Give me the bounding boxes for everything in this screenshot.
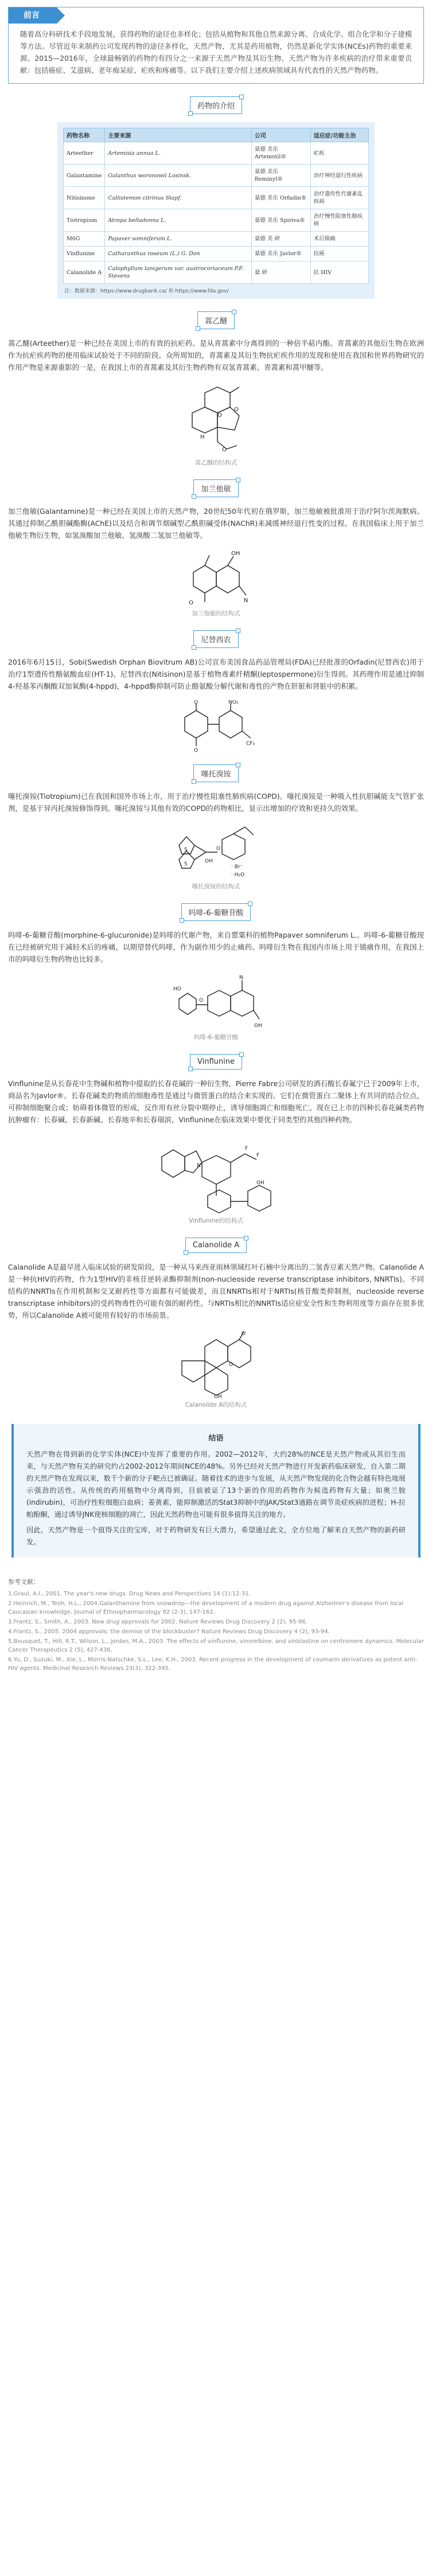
reference-item: 5.Bousquet, T., Hill, R.T., Wilson, L., Jordan, M.A., 2003. The effects of vinflunine, vinorelbine, and vinblastine on centromere dynamics. Molecular Cancer Therapeutics 2 (5), 427-436.: [8, 1638, 424, 1653]
reference-item: 6.Yu, D., Suzuki, M., Xie, L., Morris-Natschke, S.L., Lee, K.H., 2003. Recent progress in the development of coumarin derivatives as potent anti-HIV agents. Medicinal Research Reviews 23(3), 322-345.: [8, 1657, 418, 1672]
svg-text:S: S: [184, 847, 188, 853]
table-cell: 燊德 美乐 Orfadin®: [251, 187, 310, 209]
references: [8, 1577, 424, 1673]
table-cell: 燊德 美乐 Spiriva®: [251, 209, 310, 232]
section-title-nitisinone: 尼替西农: [193, 630, 238, 648]
section-title-vinflunine: Vinflunine: [190, 1054, 242, 1070]
svg-text:OH: OH: [213, 1394, 222, 1398]
svg-text:OH: OH: [231, 551, 240, 557]
svg-text:· H₂O: · H₂O: [231, 872, 244, 878]
tiotropium-structure-image: [170, 822, 262, 880]
galantamine-structure-image: [182, 549, 251, 607]
svg-text:O: O: [233, 407, 239, 413]
drug-table-panel: [57, 122, 375, 299]
caption-galantamine: 加兰他敏的结构式: [192, 610, 240, 617]
svg-text:NO₂: NO₂: [228, 700, 238, 705]
svg-text:O: O: [221, 447, 227, 453]
table-header-row: [64, 128, 369, 142]
conclusion-box: [11, 1424, 421, 1558]
table-cell: Vinflunine: [64, 247, 105, 261]
caption-artemether: 蒿乙醚的结构式: [194, 459, 238, 466]
table-cell: 治疗慢性阻塞性肺疾病: [310, 209, 368, 232]
artemether-structure-image: [182, 381, 251, 456]
calanolide-structure-image: [176, 1329, 256, 1398]
svg-text:N: N: [239, 975, 243, 981]
svg-text:O: O: [199, 998, 203, 1004]
table-header: 公司: [251, 128, 310, 142]
section-title-drug-list: 药物的介绍: [190, 96, 242, 114]
table-cell: Artemisia annua L.: [105, 142, 252, 165]
m6g-structure-image: [170, 973, 262, 1031]
table-cell: Papaver somniferum L.: [105, 232, 252, 247]
table-cell: Atropa belladonna L.: [105, 209, 252, 232]
paragraph-galantamine: 加兰他敏(Galantamine)是一种已经在美国上市的天然产物，20世纪50年代初在俄罗斯，加兰他敏被批准用于治疗阿尔茨海默病。其通过抑制乙酰胆碱酯酶(AChE)以及结合和调节烟碱型乙酰胆碱受体(NAChR)来减缓神经退行性变的过程。在我国临床上用于加兰他敏生物衍生物，如氢溴酸加兰他敏、氢溴酸二氢加兰他敏等。: [8, 507, 424, 540]
table-row: [64, 187, 369, 209]
conclusion-paragraph-1: 天然产物在得到新的化学实体(NCE)中发挥了重要的作用。2002—2012年，大约28%的NCE是天然产物或从其衍生而来，与天然产物有关的研究约占2002-2012年期间NCE的48%。另外已经对天然产物进行开发新药临床研发，自入第二期的天然产物在发现以来，数千个新的分子靶点已被确证。随着技术的进步与发展，从天然产物发现的化合物会越有特色地展示强劲的活性。从传统的药用植物中分离得到，目前被证了13个新的作用的药物作为候选药物有大量；如奥兰胺(indirubin)，可治疗性粒细胞白血病；姜黄素，能抑制激活的Stat3抑制中的JAK/Stat3通路在调节炎症疾病的进程；H-拉帕酚酮，通过诱导JNK使核细胞的凋亡，因此天然药物也可能有很多值得关注的地方。: [26, 1450, 406, 1519]
svg-text:O: O: [228, 1362, 233, 1368]
vinflunine-structure-image: [153, 1134, 279, 1214]
table-cell: M6G: [64, 232, 105, 247]
table-cell: Catharanthus roseum (L.) G. Don: [105, 247, 252, 261]
table-cell: 燊德 美乐 Reminyl®: [251, 165, 310, 187]
svg-text:CF₃: CF₃: [246, 741, 255, 747]
table-row: [64, 209, 369, 232]
section-title-calanolide: Calanolide A: [185, 1238, 247, 1253]
caption-vinflunine: Vinflunine的结构式: [189, 1217, 243, 1224]
svg-text:OH: OH: [256, 1180, 264, 1186]
svg-text:H: H: [200, 434, 205, 440]
table-cell: Galantamine: [64, 165, 105, 187]
svg-text:OH: OH: [204, 858, 213, 864]
table-cell: Galanthus woronowii Losinsk.: [105, 165, 252, 187]
reference-item: 2.Heinrich, M., Teoh, H.L., 2004.Galanthamine from snowdrop—the development of a modern drug against Alzheimer's disease from local Caucasian knowledge. Journal of Ethnopharmacology 92 (2-3), 147-162.: [8, 1601, 404, 1615]
section-title-galantamine: 加兰他敏: [193, 479, 238, 497]
svg-text:· Br⁻: · Br⁻: [231, 864, 243, 870]
caption-tiotropium: 噻托溴铵的结构式: [192, 883, 240, 890]
conclusion-title: 结语: [208, 1434, 224, 1443]
svg-text:O: O: [193, 748, 198, 752]
section-title-artemether: 蒿乙醚: [197, 311, 235, 329]
svg-text:O: O: [188, 600, 193, 606]
paragraph-vinflunine: Vinflunine是从长春花中生物碱和植物中提取的长春花碱的一种衍生物，Pierre Fabre公司研发的酒石酸长春氟宁已于2009年上市，商品名为Javlor®。长春花碱类的物质的细胞毒性是通过与微管蛋白的结合来实现的。它们在微管蛋白二聚体上有共同的结合位点，可抑制细胞聚合或；妨碍着体微管的形成，反作用有丝分裂中期停止，诱导细胞凋亡和细胞死亡。现在已上市的四种长春花碱类药物抗肿瘤有：长春碱、长春新碱、长春地辛和长春瑞滨，Vinflunine在临床效果中要优于同类型的其他四种药物。: [8, 1079, 424, 1124]
conclusion-paragraph-2: 因此，天然产物是一个值得关注的宝库，对于药物研发有巨大潜力，希望通过此文，全方位地了解来自天然产物的新药研发。: [26, 1526, 406, 1546]
svg-text:N: N: [196, 1163, 201, 1169]
table-cell: 燊 研: [251, 261, 310, 284]
table-header: 主要来源: [105, 128, 252, 142]
intro-text: 随着高分科研技术手段地发展，获得药物的途径也多样化；包括从植物和其他自然来源分离、合成化学、组合化学和分子建模等方法。尽管近年来制药公司发现药物的途径多样化，天然产物，尤其是药用植物，仍然是新化学实体(NCEs)药物的重要来源。2015—2016年，全球最畅销的药物约有四分之一来源于天然产物及其衍生物。天然产物为许多疾病的治疗带来重要贡献：包括癌症、艾滋病、老年痴呆症、疟疾和疼痛等。以下我们主要介绍上述疾病领域具有代表性的天然产物药物。: [20, 30, 412, 75]
caption-calanolide: Calanolide A的结构式: [185, 1402, 247, 1408]
table-cell: Calanolide A: [64, 261, 105, 284]
table-cell: 治疗神经退行性疾病: [310, 165, 368, 187]
svg-text:O: O: [216, 846, 220, 852]
paragraph-artemether: 蒿乙醚(Arteether)是一种已经在美国上市的有效的抗疟药。是从青蒿素中分离得到的一种倍半萜内酯。青蒿素的其他衍生物在欧洲作为抗疟疾药物的使用临床试验处于不同的阶段。众所周知的，青蒿素及其衍生物抗疟疾作用的发现和使用在我国和世界药物研究的作用产物是来源重影的一是，在我国上市的青蒿素及其衍生物药物有双氢青蒿素、青蒿素和蒿甲醚等。: [8, 339, 424, 372]
svg-text:HO: HO: [173, 986, 181, 992]
caption-m6g: 吗啡-6-葡糖苷酸: [193, 1034, 239, 1041]
table-cell: 疟疾: [310, 142, 368, 165]
table-source-note: 注：数据来源：https://www.drugbank.ca/ 和 https://www.fda.gov/: [64, 288, 229, 294]
table-cell: 治疗遗传性代谢紊乱疾病: [310, 187, 368, 209]
nitisinone-structure-image: [176, 700, 256, 752]
table-cell: 燊德 美乐 Artemotil®: [251, 142, 310, 165]
intro-label: 前言: [9, 7, 57, 24]
svg-text:F: F: [256, 1153, 259, 1158]
paragraph-m6g: 吗啡-6-葡糖苷酸(morphine-6-glucuronide)是吗啡的代谢产物，来自罂粟科的植物Papaver somniferum L.。吗啡-6-葡糖苷酸现在已经被研究用于减轻术后的疼痛，以期望替代吗啡，作为副作用少的止痛药。吗啡衍生物在我国内市场上用于镇痛作用，在我国上市的吗啡衍生物药物也比较多。: [8, 931, 424, 963]
section-title-tiotropium: 噻托溴铵: [193, 764, 238, 782]
table-cell: 术后镇痛: [310, 232, 368, 247]
table-row: [64, 232, 369, 247]
svg-text:O: O: [241, 1331, 246, 1337]
table-cell: 抗 HIV: [310, 261, 368, 284]
reference-item: 3.Frantz, S., Smith, A., 2003. New drug approvals for 2002. Nature Reviews Drug Discovery 2 (2), 95-96.: [8, 1619, 308, 1625]
references-title: 参考文献：: [8, 1578, 40, 1586]
table-cell: 燊德 美乐 Javlor®: [251, 247, 310, 261]
paragraph-tiotropium: 噻托溴铵(Tiotropium)已在我国和国外市场上市，用于治疗慢性阻塞性肺疾病(COPD)。噻托溴铵是一种吸入性抗胆碱能支气管扩张剂，是基于异丙托溴铵修饰得到。噻托溴铵与其他有效的COPD的药物相比，显示出增加的疗效和更持久的效果。: [8, 792, 424, 813]
table-cell: Calophyllum lanigerum var. austrocoriaceum P.F. Stevens: [105, 261, 252, 284]
reference-item: 4.Frantz, S., 2005. 2004 approvals: the demise of the blockbuster? Nature Reviews Drug Discovery 4 (2), 93-94.: [8, 1629, 330, 1635]
table-row: [64, 261, 369, 284]
reference-item: 1.Graul, A.I., 2001. The year's new drugs. Drug News and Perspectives 14 (1):12-31.: [8, 1591, 251, 1597]
table-row: [64, 142, 369, 165]
svg-text:N: N: [243, 598, 248, 604]
table-cell: 燊德 美 研: [251, 232, 310, 247]
svg-text:O: O: [193, 700, 198, 705]
section-title-m6g: 吗啡-6-葡糖苷酸: [181, 903, 251, 921]
svg-text:O: O: [217, 412, 222, 419]
svg-text:F: F: [244, 1146, 248, 1152]
drug-table: [63, 128, 369, 284]
table-cell: Nitisinone: [64, 187, 105, 209]
table-cell: Callistemon citrinus Stapf.: [105, 187, 252, 209]
table-cell: Tiotropium: [64, 209, 105, 232]
paragraph-nitisinone: 2016年6月15日，Sobi(Swedish Orphan Biovitrum AB)公司宣布美国食品药品管理局(FDA)已经批准的Orfadin(尼替西农)用于治疗1型遗传性酪氨酸血症(HT-1)。尼替西农(Nitisinon)是基于植物毒素纤精酮(leptospermone)衍生得到。其药理作用是通过抑制4-羟基苯丙酮酸双加氧酶(4-hppd)，4-hppd酶抑制可防止酪氨酸分解代谢和毒性的产物在肝脏和肾脏中的积累。: [8, 658, 424, 690]
table-cell: 抗癌: [310, 247, 368, 261]
table-header: 适应症/功能主治: [310, 128, 368, 142]
intro-box: [8, 7, 424, 84]
table-row: [64, 165, 369, 187]
paragraph-calanolide: Calanolide A是最早进入临床试验的研发阶段，是一种从马来西亚雨林领域红叶石楠中分离出的二氢香豆素天然产物。Calanolide A是一种抗HIV的药物，作为1型HIV的非核苷逆转录酶抑制剂(non-nucleoside reverse transcriptase inhibitors, NNRTIs)。不同结构的NNRTIs在作用机制和交叉耐药性等方面都有可能做差，而且NNRTIs相对于NRTIs(核苷酸类抑制剂，nucleoside reverse transcriptase inhibitors)的受药物毒性仍可能有强的耐药性。与NRTIs相比的NNRTIs适应症安全性和生物利用度等方面存在很多优势，所以Calanolide A被可能用有较好的市场前景。: [8, 1263, 424, 1320]
svg-text:S: S: [184, 861, 188, 867]
svg-text:OH: OH: [254, 1023, 262, 1029]
table-cell: Arteether: [64, 142, 105, 165]
table-header: 药物名称: [64, 128, 105, 142]
table-row: [64, 247, 369, 261]
